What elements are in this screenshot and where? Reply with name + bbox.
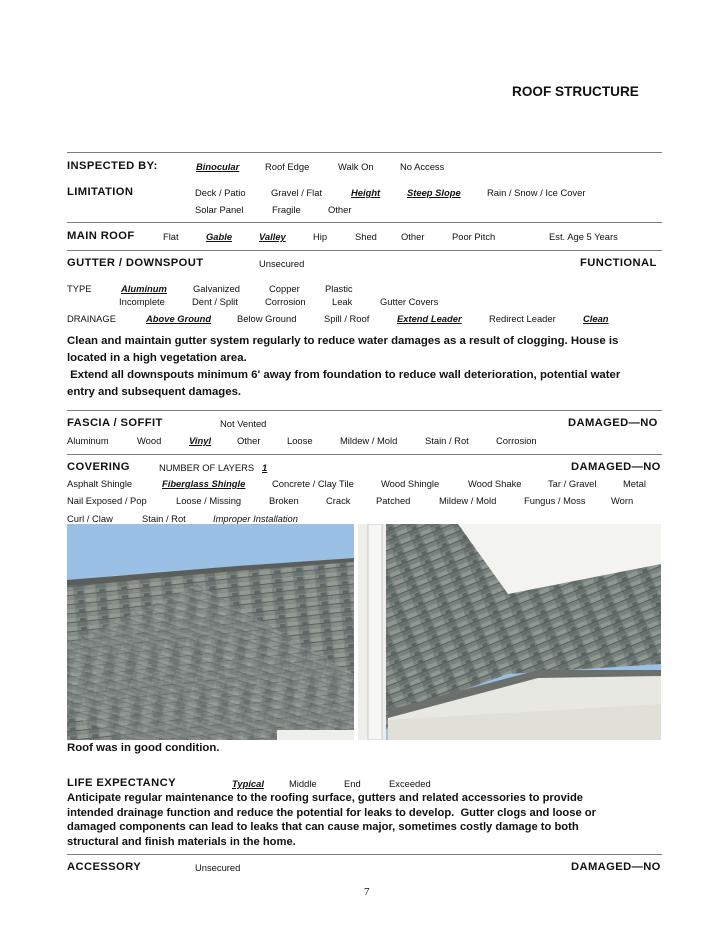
option-improper-installation[interactable]: Improper Installation [213, 513, 298, 524]
comment-line: structural and finish materials in the home. [67, 836, 296, 849]
layers-label: NUMBER OF LAYERS [159, 462, 255, 473]
divider [67, 854, 662, 855]
option-other[interactable]: Other [237, 435, 261, 446]
page-title: ROOF STRUCTURE [512, 84, 639, 99]
covering-status: DAMAGED—NO [571, 461, 661, 473]
option-gravel-flat[interactable]: Gravel / Flat [271, 187, 323, 198]
option-mildew-mold[interactable]: Mildew / Mold [340, 435, 398, 446]
layers-value[interactable]: 1 [262, 462, 268, 473]
accessory-status: DAMAGED—NO [571, 861, 661, 873]
gutter-status: FUNCTIONAL [580, 257, 657, 269]
divider [67, 250, 662, 251]
comment-line: Extend all downspouts minimum 6' away from foundation to reduce wall deterioration, potential water [67, 369, 621, 381]
roof-photo-right-image [358, 524, 661, 740]
option-clean[interactable]: Clean [583, 313, 609, 324]
option-shed[interactable]: Shed [355, 231, 377, 242]
life-expectancy-comment [67, 791, 667, 850]
inspected-by-label: INSPECTED BY: [67, 160, 158, 172]
option-corrosion[interactable]: Corrosion [496, 435, 537, 446]
option-redirect-leader[interactable]: Redirect Leader [489, 313, 556, 324]
comment-line: damaged components can lead to leaks that can cause major, sometimes costly damage to both [67, 821, 579, 834]
divider [67, 222, 662, 223]
option-flat[interactable]: Flat [163, 231, 179, 242]
option-no-access[interactable]: No Access [400, 161, 445, 172]
option-broken[interactable]: Broken [269, 495, 299, 506]
option-incomplete[interactable]: Incomplete [119, 296, 165, 307]
option-stain-rot[interactable]: Stain / Rot [142, 513, 186, 524]
option-other[interactable]: Other [328, 204, 352, 215]
gutter-comment [67, 333, 667, 401]
divider [67, 454, 662, 455]
accessory-label: ACCESSORY [67, 861, 142, 873]
option-wood-shingle[interactable]: Wood Shingle [381, 478, 440, 489]
option-walk-on[interactable]: Walk On [338, 161, 374, 172]
option-fiberglass-shingle[interactable]: Fiberglass Shingle [162, 478, 246, 489]
option-other[interactable]: Other [401, 231, 425, 242]
option-hip[interactable]: Hip [313, 231, 328, 242]
option-middle[interactable]: Middle [289, 778, 317, 789]
option-worn[interactable]: Worn [611, 495, 634, 506]
option-height[interactable]: Height [351, 187, 381, 198]
comment-line: located in a high vegetation area. [67, 352, 247, 364]
option-aluminum[interactable]: Aluminum [121, 283, 167, 294]
option-mildew-mold[interactable]: Mildew / Mold [439, 495, 497, 506]
est-age: Est. Age 5 Years [549, 231, 618, 242]
option-stain-rot[interactable]: Stain / Rot [425, 435, 469, 446]
covering-label: COVERING [67, 461, 130, 473]
life-expectancy-label: LIFE EXPECTANCY [67, 777, 176, 789]
option-extend-leader[interactable]: Extend Leader [397, 313, 462, 324]
option-gable[interactable]: Gable [206, 231, 233, 242]
option-concrete-clay-tile[interactable]: Concrete / Clay Tile [272, 478, 354, 489]
option-deck-patio[interactable]: Deck / Patio [195, 187, 246, 198]
option-galvanized[interactable]: Galvanized [193, 283, 240, 294]
comment-line: intended drainage function and reduce the potential for leaks to develop. Gutter clogs and loose or [67, 806, 596, 819]
option-leak[interactable]: Leak [332, 296, 353, 307]
option-fragile[interactable]: Fragile [272, 204, 301, 215]
divider [67, 152, 662, 153]
option-gutter-covers[interactable]: Gutter Covers [380, 296, 439, 307]
drainage-label: DRAINAGE [67, 313, 116, 324]
option-not-vented[interactable]: Not Vented [220, 418, 267, 429]
option-curl-claw[interactable]: Curl / Claw [67, 513, 113, 524]
option-patched[interactable]: Patched [376, 495, 411, 506]
option-wood[interactable]: Wood [137, 435, 162, 446]
option-loose-missing[interactable]: Loose / Missing [176, 495, 242, 506]
fascia-status: DAMAGED—NO [568, 417, 658, 429]
option-exceeded[interactable]: Exceeded [389, 778, 431, 789]
option-nail-exposed[interactable]: Nail Exposed / Pop [67, 495, 147, 506]
roof-photo-right [358, 524, 661, 740]
option-spill-roof[interactable]: Spill / Roof [324, 313, 370, 324]
gutter-label: GUTTER / DOWNSPOUT [67, 257, 204, 269]
option-copper[interactable]: Copper [269, 283, 300, 294]
option-plastic[interactable]: Plastic [325, 283, 353, 294]
covering-comment: Roof was in good condition. [67, 742, 220, 754]
comment-line: Anticipate regular maintenance to the roofing surface, gutters and related accessories to provide [67, 792, 584, 804]
comment-line: Clean and maintain gutter system regularly to reduce water damages as a result of clogging. House is [67, 335, 619, 347]
option-crack[interactable]: Crack [326, 495, 351, 506]
option-solar-panel[interactable]: Solar Panel [195, 204, 244, 215]
option-poor-pitch[interactable]: Poor Pitch [452, 231, 496, 242]
option-valley[interactable]: Valley [259, 231, 286, 242]
option-dent-split[interactable]: Dent / Split [192, 296, 238, 307]
option-metal[interactable]: Metal [623, 478, 646, 489]
option-loose[interactable]: Loose [287, 435, 313, 446]
page-number: 7 [364, 886, 370, 898]
option-below-ground[interactable]: Below Ground [237, 313, 297, 324]
main-roof-label: MAIN ROOF [67, 230, 135, 242]
option-tar-gravel[interactable]: Tar / Gravel [548, 478, 597, 489]
option-unsecured[interactable]: Unsecured [259, 258, 305, 269]
option-rain-snow-ice[interactable]: Rain / Snow / Ice Cover [487, 187, 586, 198]
limitation-label: LIMITATION [67, 186, 134, 198]
roof-photo-left-image [67, 524, 354, 740]
option-steep-slope[interactable]: Steep Slope [407, 187, 461, 198]
option-unsecured[interactable]: Unsecured [195, 862, 241, 873]
roof-photo-left [67, 524, 354, 740]
comment-line: entry and subsequent damages. [67, 386, 242, 398]
option-typical[interactable]: Typical [232, 778, 264, 789]
option-aluminum[interactable]: Aluminum [67, 435, 109, 446]
fascia-label: FASCIA / SOFFIT [67, 417, 163, 429]
option-end[interactable]: End [344, 778, 361, 789]
option-roof-edge[interactable]: Roof Edge [265, 161, 310, 172]
option-corrosion[interactable]: Corrosion [265, 296, 306, 307]
option-asphalt-shingle[interactable]: Asphalt Shingle [67, 478, 133, 489]
option-vinyl[interactable]: Vinyl [189, 435, 212, 446]
option-binocular[interactable]: Binocular [196, 161, 240, 172]
type-label: TYPE [67, 283, 92, 294]
divider [67, 410, 662, 411]
option-wood-shake[interactable]: Wood Shake [468, 478, 522, 489]
option-above-ground[interactable]: Above Ground [146, 313, 212, 324]
option-fungus-moss[interactable]: Fungus / Moss [524, 495, 586, 506]
